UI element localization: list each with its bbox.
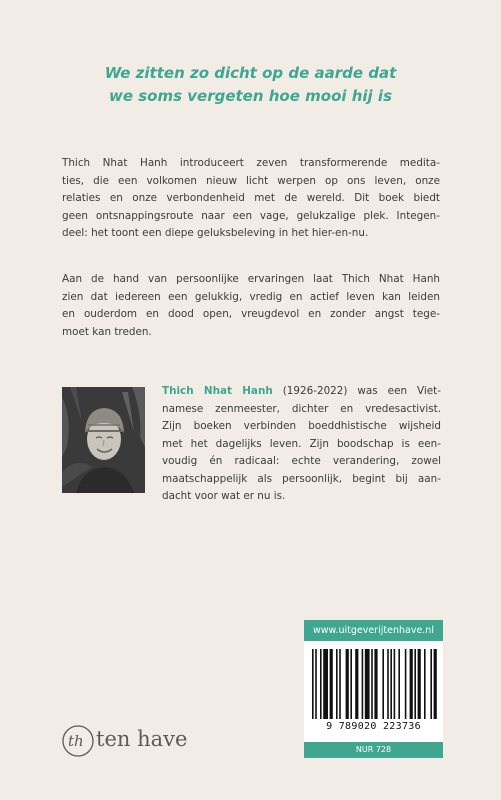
author-portrait-image [62,387,145,493]
nur-code: NUR 728 [304,742,443,758]
description-paragraph-1 [62,155,440,243]
publisher-url[interactable]: www.uitgeverijtenhave.nl [304,620,443,641]
bio-line: dacht voor wat er nu is. [162,490,286,502]
bio-line: voudig én radicaal: echte verandering, zowel [162,455,441,467]
bio-line: maatschappelijk als persoonlijk, begint bij aan- [162,472,441,485]
text-line: geen ontsnappingsroute naar een vage, gelukzalige plek. Integen- [62,209,440,222]
tagline [0,62,501,108]
bio-line: namese zenmeester, dichter en vredesactivist. [162,402,441,415]
text-line: zien dat iedereen een gelukkig, vredig en actief leven kan leiden [62,290,440,303]
bio-line-1 [162,383,441,401]
svg-text:th: th [68,732,84,750]
text-line: deel: het toont een diepe geluksbeleving in het hier-en-nu. [62,227,369,239]
barcode [304,641,443,742]
barcode-digits: 9 789020 223736 [326,721,421,732]
bio-line-1-rest: (1926-2022) was een Viet- [272,385,441,397]
bio-line: Zijn boeken verbinden boeddhistische wijsheid [162,420,441,432]
author-bio [162,383,441,506]
text-line: ties, die een volkomen nieuw licht werpen op ons leven, onze [62,174,440,187]
text-line: moet kan treden. [62,325,152,338]
text-line: relaties en onze verbondenheid met de wereld. Dit boek biedt [62,192,440,204]
text-line: Aan de hand van persoonlijke ervaringen laat Thich Nhat Hanh [62,273,440,285]
tagline-line-2: we soms vergeten hoe mooi hij is [108,87,392,105]
description-paragraph-2 [62,271,440,341]
text-line: en ouderdom en dood open, vreugdevol en zonder angst tege- [62,308,440,320]
publisher-name: ten have [96,727,188,751]
author-name: Thich Nhat Hanh [162,385,273,397]
tagline-line-1: We zitten zo dicht op de aarde dat [104,64,397,82]
author-photo [62,387,145,493]
text-line: Thich Nhat Hanh introduceert zeven transformerende medita- [62,157,440,169]
barcode-icon [304,641,443,721]
bio-line: met het dagelijks leven. Zijn boodschap is een- [162,437,441,450]
